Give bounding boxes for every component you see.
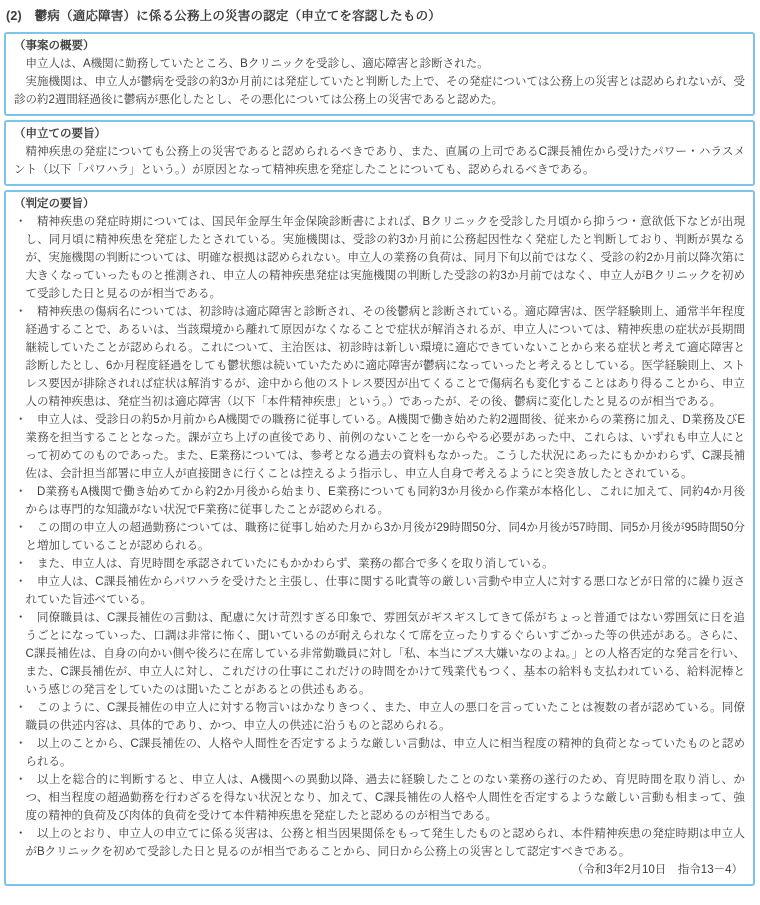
section-claim-summary — [4, 120, 755, 186]
section-judgment-summary — [4, 190, 755, 886]
bullet-text: 申立人は、受診日の約5か月前からA機関での職務に従事している。A機関で働き始めた約2週間後、従来からの業務に加え、D業務及びE業務を担当することとなった。課が立ち上げの直後であり、前例のないことを一からやる必要があった中、これらは、いずれも申立人にとって初めてのものであった。また、E業務については、参考となる過去の資料もなかった。こうした状況にあったにもかかわらず、C課長補佐は、会計担当部署に申立人が直接聞きに行くことは控えるよう指示し、申立人自身で考えるようにと突き放したとされている。 — [25, 414, 745, 480]
bullet-text: このように、C課長補佐の申立人に対する物言いはかなりきつく、また、申立人の悪口を言っていたことは複数の者が認めている。同僚職員の供述内容は、具体的であり、かつ、申立人の供述に沿うものと認められる。 — [25, 702, 745, 732]
section-heading: （判定の要旨） — [14, 198, 95, 210]
document-date-directive: （令和3年2月10日 指令13－4） — [571, 864, 743, 876]
judgment-bullet — [14, 825, 745, 861]
judgment-bullet — [14, 609, 745, 699]
judgment-bullet — [14, 555, 745, 573]
judgment-bullet — [14, 483, 745, 519]
judgment-bullet — [14, 213, 745, 303]
section-body — [14, 213, 745, 861]
bullet-text: 以上のとおり、申立人の申立てに係る災害は、公務と相当因果関係をもって発生したものと認められ、本件精神疾患の発症時期は申立人がBクリニックを初めて受診した日と見るのが相当であることから、同日から公務上の災害として認定すべきである。 — [25, 828, 745, 858]
bullet-marker-icon: ・ — [15, 702, 27, 714]
section-case-overview — [4, 32, 755, 116]
bullet-marker-icon: ・ — [15, 612, 27, 624]
bullet-marker-icon: ・ — [15, 522, 27, 534]
bullet-marker-icon: ・ — [15, 306, 27, 318]
section-heading: （事案の概要） — [14, 40, 95, 52]
bullet-text: この間の申立人の超過勤務については、職務に従事し始めた月から3か月後が29時間50分、同4か月後が57時間、同5か月後が95時間50分と増加していることが認められる。 — [25, 522, 745, 552]
judgment-bullet — [14, 303, 745, 411]
document-title: (2) 鬱病（適応障害）に係る公務上の災害の認定（申立てを容認したもの） — [6, 9, 441, 23]
bullet-text: 同僚職員は、C課長補佐の言動は、配慮に欠け苛烈すぎる印象で、雰囲気がギスギスしてきて係がちょっと普通ではない雰囲気に日を追うごとになっていった、口調は非常に怖く、聞いているのが耐えられなくて席を立ったりするぐらいすごかった等の供述がある。さらに、C課長補佐は、自身の向かい側や後ろに在席している非常勤職員に対し「私、本当にブス大嫌いなのよね。」との人格否定的な発言を行い、また、C課長補佐が、申立人に対し、これだけの仕事にこれだけの時間をかけて残業代もつく、基本の給料も支払われている、給料泥棒という感じの発言をしていたのは聞いたことがあるとの供述もある。 — [25, 612, 745, 696]
paragraph: 申立人は、A機関に勤務していたところ、Bクリニックを受診し、適応障害と診断された。 — [25, 58, 489, 70]
bullet-marker-icon: ・ — [15, 576, 27, 588]
paragraph: 精神疾患の発症についても公務上の災害であると認められるべきであり、また、直属の上司であるC課長補佐から受けたパワー・ハラスメント（以下「パワハラ」という。）が原因となって精神疾患を発症したことについても、認められるべきである。 — [14, 146, 745, 176]
bullet-marker-icon: ・ — [15, 738, 27, 750]
judgment-bullet — [14, 519, 745, 555]
bullet-text: また、申立人は、育児時間を承認されていたにもかかわらず、業務の都合で多くを取り消している。 — [37, 558, 554, 570]
section-body — [14, 55, 745, 109]
bullet-text: 以上のことから、C課長補佐の、人格や人間性を否定するような厳しい言動は、申立人に相当程度の精神的負荷となっていたものと認められる。 — [25, 738, 745, 768]
bullet-marker-icon: ・ — [15, 216, 27, 228]
bullet-text: 精神疾患の発症時期については、国民年金厚生年金保険診断書によれば、Bクリニックを受診した月頃から抑うつ・意欲低下などが出現し、同月頃に精神疾患を発症したとされている。実施機関は、受診の約3か月前に公務起因性なく発症したと判断しており、判断が異なるが、実施機関の判断については、明確な根拠は認められない。申立人の業務の負荷は、同月下旬以前ではなく、受診の約2か月前以降次第に大きくなっていったものと推測され、申立人の精神疾患発症は実施機関の判断した受診の約3か月前ではなく、申立人がBクリニックを初めて受診した日と見るのが相当である。 — [25, 216, 745, 300]
judgment-bullet — [14, 573, 745, 609]
bullet-text: 以上を総合的に判断すると、申立人は、A機関への異動以降、過去に経験したことのない業務の遂行のため、育児時間を取り消し、かつ、相当程度の超過勤務を行わざるを得ない状況となり、加えて、C課長補佐の人格や人間性を否定するような厳しい言動も相まって、強度の精神的負荷及び肉体的負荷を受けて本件精神疾患を発症したと認めるのが相当である。 — [25, 774, 745, 822]
judgment-bullet — [14, 771, 745, 825]
bullet-text: 申立人は、C課長補佐からパワハラを受けたと主張し、仕事に関する叱責等の厳しい言動や申立人に対する悪口などが日常的に繰り返されていた旨述べている。 — [25, 576, 745, 606]
bullet-marker-icon: ・ — [15, 774, 27, 786]
judgment-bullet — [14, 735, 745, 771]
bullet-marker-icon: ・ — [15, 414, 27, 426]
bullet-marker-icon: ・ — [15, 828, 27, 840]
judgment-bullet — [14, 411, 745, 483]
bullet-marker-icon: ・ — [15, 486, 27, 498]
bullet-text: 精神疾患の傷病名については、初診時は適応障害と診断され、その後鬱病と診断されている。適応障害は、医学経験則上、通常半年程度経過することで、あるいは、当該環境から離れて原因がなくなることで症状が解消されるが、申立人については、精神疾患の症状が長期間継続していたことが認められる。これについて、主治医は、初診時は新しい環境に適応できていないことから来る症状と考えて適応障害と診断したとし、6か月程度経過をしても鬱状態は続いていたために適応障害が鬱病になっていったと考えるとしている。医学経験則上、ストレス要因が排除されれば症状は解消するが、途中から他のストレス要因が出てくることで傷病名も変化することはあり得ることから、申立人の精神疾患は、発症当初は適応障害（以下「本件精神疾患」という。）であったが、その後、鬱病に変化したと見るのが相当である。 — [25, 306, 745, 408]
paragraph: 実施機関は、申立人が鬱病を受診の約3か月前には発症していたと判断した上で、その発症については公務上の災害とは認められないが、受診の約2週間経過後に鬱病が悪化したとし、その悪化については公務上の災害であると認めた。 — [14, 76, 745, 106]
section-heading: （申立ての要旨） — [14, 128, 106, 140]
section-body — [14, 143, 745, 179]
judgment-bullet — [14, 699, 745, 735]
bullet-text: D業務もA機関で働き始めてから約2か月後から始まり、E業務についても同約3か月後から作業が本格化し、これに加えて、同約4か月後からは専門的な知識がない状況でF業務に従事したことが認められる。 — [25, 486, 745, 516]
bullet-marker-icon: ・ — [15, 558, 27, 570]
